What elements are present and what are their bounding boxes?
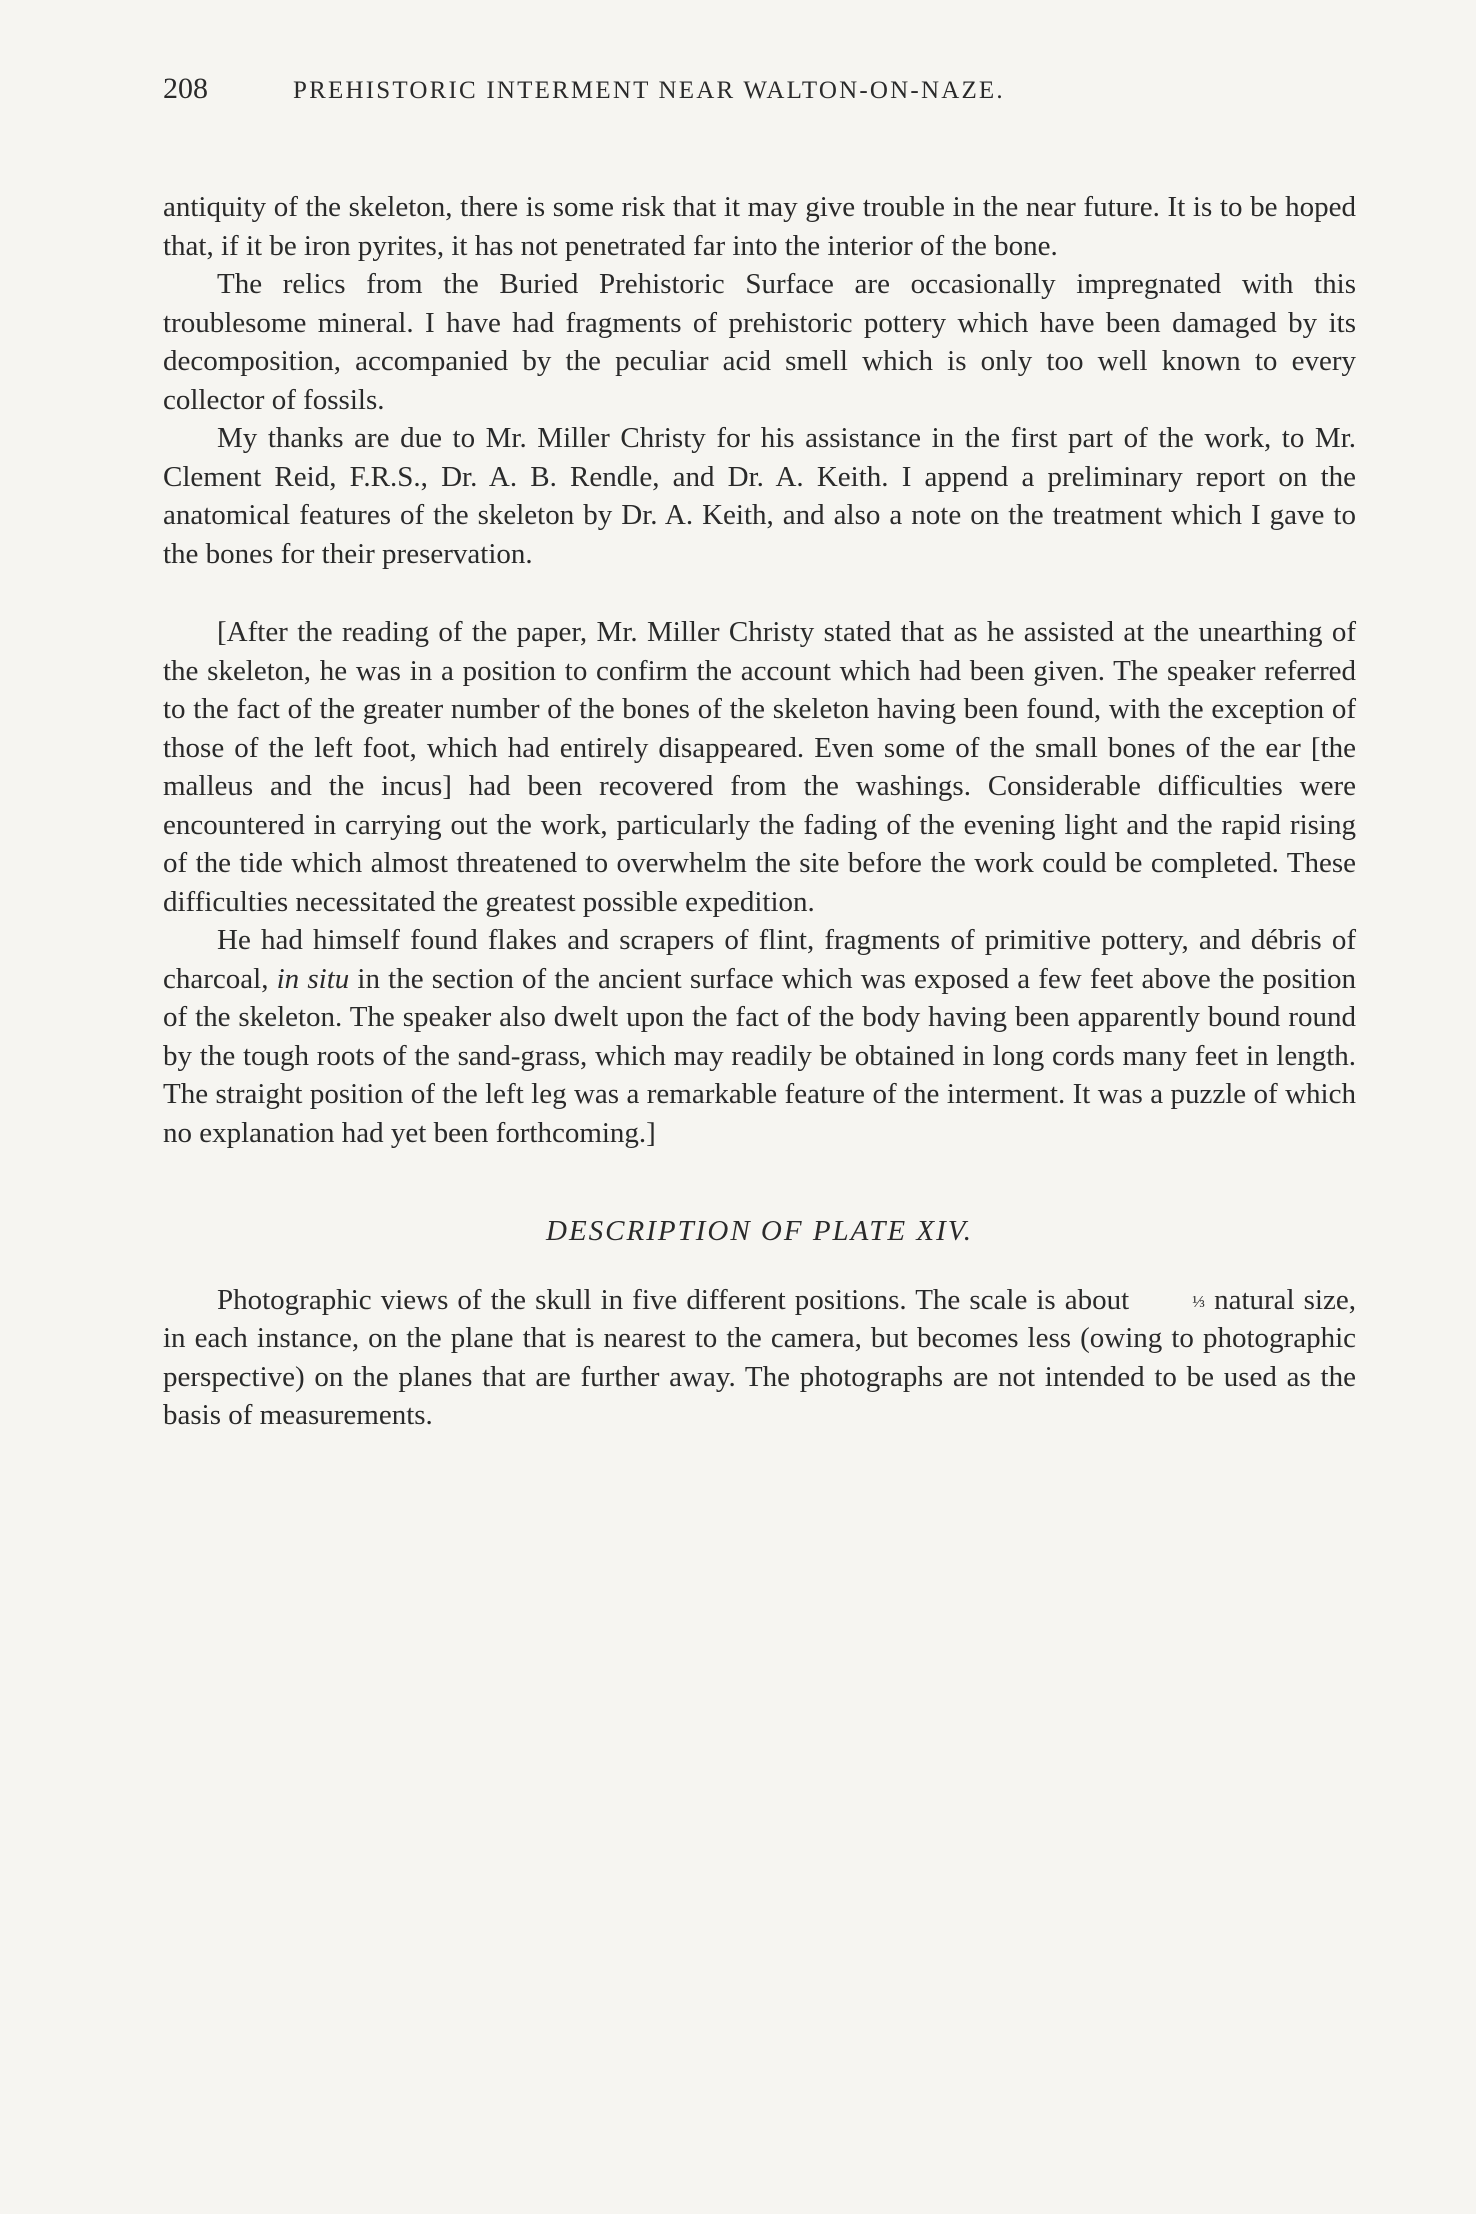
editorial-note	[163, 613, 1356, 1152]
plate-text-start: Photographic views of the skull in five different positions. The scale is about	[217, 1283, 1139, 1316]
page-number: 208	[163, 72, 208, 105]
paragraph-continuation: antiquity of the skeleton, there is some risk that it may give trouble in the near future. It is to be hoped that, if it be iron pyrites, it has not penetrated far into the interior of the bone.	[163, 191, 1356, 262]
running-title: PREHISTORIC INTERMENT NEAR WALTON-ON-NAZE.	[293, 77, 1005, 104]
plate-text-end: natural size, in each instance, on the plane that is nearest to the camera, but becomes less (owing to photographic perspective) on the planes that are further away. The photographs are not intended to be used as the basis of measurements.	[163, 1283, 1356, 1431]
findings-text-end: in the section of the ancient surface which was exposed a few feet above the position of the skeleton. The speaker also dwelt upon the fact of the body having been apparently bound round by the tough roots of the sand-grass, which may readily be obtained in long cords many feet in length. The straight position of the left leg was a remarkable feature of the interment. It was a puzzle of which no explanation had yet been forthcoming.]	[163, 962, 1356, 1149]
paragraph-findings	[163, 921, 1356, 1152]
findings-text-start: He had himself found flakes and scrapers of flint, fragments of primitive pottery, and débris of charcoal,	[163, 924, 1356, 995]
in-situ-italic: in situ	[276, 962, 350, 995]
running-head	[163, 72, 1356, 128]
plate-description	[163, 1281, 1356, 1435]
plate-heading: DESCRIPTION OF PLATE XIV.	[546, 1215, 973, 1247]
body-text	[163, 188, 1356, 1435]
paragraph-discussion: [After the reading of the paper, Mr. Miller Christy stated that as he assisted at the unearthing of the skeleton, he was in a position to confirm the account which had been given. The speaker referred to the fact of the greater number of the bones of the skeleton having been found, with the exception of those of the left foot, which had entirely disappeared. Even some of the small bones of the ear [the malleus and the incus] had been recovered from the washings. Considerable difficulties were encountered in carrying out the work, particularly the fading of the evening light and the rapid rising of the tide which almost threatened to overwhelm the site before the work could be completed. These difficulties necessitated the greatest possible expedition.	[163, 616, 1356, 918]
paragraph-relics: The relics from the Buried Prehistoric Surface are occasionally impregnated with this troublesome mineral. I have had fragments of prehistoric pottery which have been damaged by its decomposition, accompanied by the peculiar acid smell which is only too well known to every collector of fossils.	[163, 268, 1356, 416]
paragraph-acknowledgements: My thanks are due to Mr. Miller Christy for his assistance in the first part of the work, to Mr. Clement Reid, F.R.S., Dr. A. B. Rendle, and Dr. A. Keith. I append a preliminary report on the anatomical features of the skeleton by Dr. A. Keith, and also a note on the treatment which I gave to the bones for their preservation.	[163, 422, 1356, 570]
scale-fraction: ⅓	[1192, 1291, 1206, 1311]
